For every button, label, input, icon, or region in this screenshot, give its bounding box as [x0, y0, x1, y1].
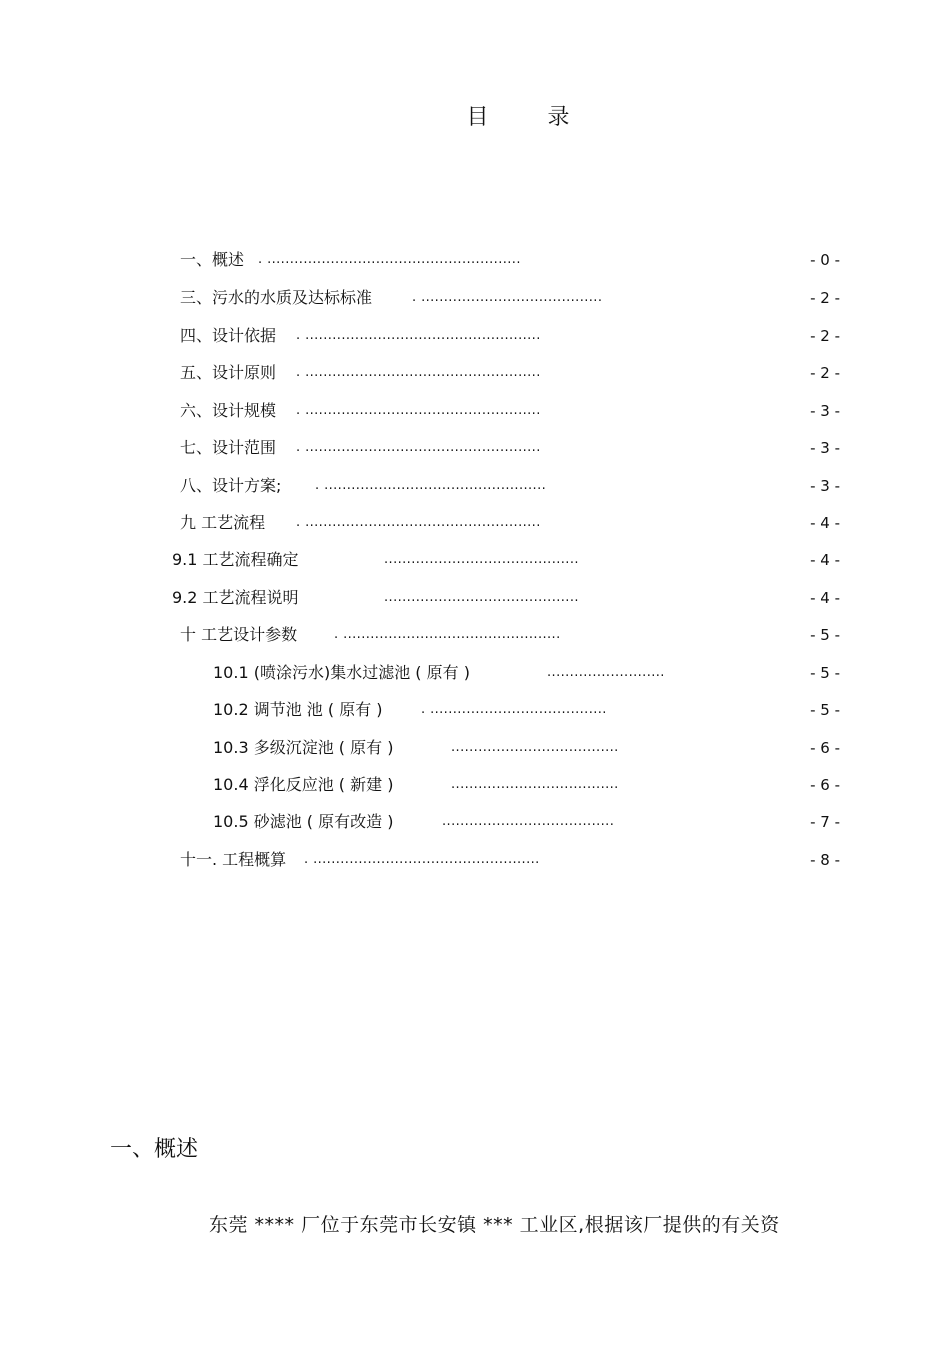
toc-entry-leader: . .......................................: [421, 702, 607, 717]
toc-entry-label: 九 工艺流程: [180, 513, 266, 532]
toc-entry-page: - 2 -: [810, 327, 840, 345]
section-heading: 一、概述: [110, 1137, 199, 1162]
toc-entry-leader: ...........................................: [384, 552, 579, 567]
toc-entry-leader: . ....................................................: [296, 328, 541, 343]
toc-entry-page: - 6 -: [810, 739, 840, 757]
toc-entry-page: - 8 -: [810, 851, 840, 869]
toc-entry-label: 六、设计规模: [180, 401, 277, 420]
toc-entry-label: 10.3 多级沉淀池 ( 原有 ): [213, 738, 394, 757]
toc-entry-label: 10.2 调节池 池 ( 原有 ): [213, 700, 383, 719]
toc-entry-leader: . ....................................................: [296, 403, 541, 418]
toc-entry-leader: . .................................................: [315, 478, 547, 493]
toc-entry-label: 一、概述: [180, 250, 245, 269]
toc-entry-leader: ...........................................: [384, 590, 579, 605]
toc-entry-label: 9.1 工艺流程确定: [172, 550, 299, 569]
toc-entry-page: - 4 -: [810, 551, 840, 569]
toc-entry-leader: . ........................................................: [258, 252, 521, 267]
toc-entry-page: - 4 -: [810, 514, 840, 532]
toc-entry-page: - 6 -: [810, 776, 840, 794]
toc-title: 目 录: [466, 105, 596, 130]
toc-entry-label: 三、污水的水质及达标标准: [180, 288, 373, 307]
toc-entry-page: - 3 -: [810, 477, 840, 495]
toc-entry-leader: . ..................................................: [304, 852, 540, 867]
toc-entry-label: 十一. 工程概算: [180, 850, 287, 869]
toc-entry-leader: .....................................: [451, 740, 619, 755]
toc-entry-leader: . ....................................................: [296, 365, 541, 380]
toc-entry-label: 9.2 工艺流程说明: [172, 588, 299, 607]
toc-entry-page: - 2 -: [810, 364, 840, 382]
toc-entry-leader: . ....................................................: [296, 515, 541, 530]
toc-entry-label: 10.4 浮化反应池 ( 新建 ): [213, 775, 394, 794]
toc-entry-leader: ..........................: [547, 665, 665, 680]
toc-entry-leader: . ................................................: [334, 627, 561, 642]
toc-entry-page: - 5 -: [810, 626, 840, 644]
toc-entry-leader: . ....................................................: [296, 440, 541, 455]
toc-entry-page: - 3 -: [810, 402, 840, 420]
toc-entry-label: 五、设计原则: [180, 363, 277, 382]
toc-entry-label: 10.5 砂滤池 ( 原有改造 ): [213, 812, 394, 831]
toc-entry-page: - 2 -: [810, 289, 840, 307]
toc-entry-leader: . ........................................: [412, 290, 603, 305]
toc-entry-page: - 4 -: [810, 589, 840, 607]
body-paragraph: 东莞 **** 厂位于东莞市长安镇 *** 工业区,根据该厂提供的有关资: [209, 1214, 780, 1236]
toc-entry-label: 10.1 (喷涂污水)集水过滤池 ( 原有 ): [213, 663, 470, 682]
toc-entry-page: - 0 -: [810, 251, 840, 269]
toc-entry-label: 十 工艺设计参数: [180, 625, 298, 644]
toc-entry-page: - 5 -: [810, 664, 840, 682]
toc-entry-page: - 5 -: [810, 701, 840, 719]
toc-entry-label: 八、设计方案;: [180, 476, 282, 495]
toc-entry-page: - 3 -: [810, 439, 840, 457]
toc-entry-page: - 7 -: [810, 813, 840, 831]
toc-entry-label: 七、设计范围: [180, 438, 277, 457]
toc-entry-leader: ......................................: [442, 814, 615, 829]
toc-entry-label: 四、设计依据: [180, 326, 277, 345]
toc-entry-leader: .....................................: [451, 777, 619, 792]
